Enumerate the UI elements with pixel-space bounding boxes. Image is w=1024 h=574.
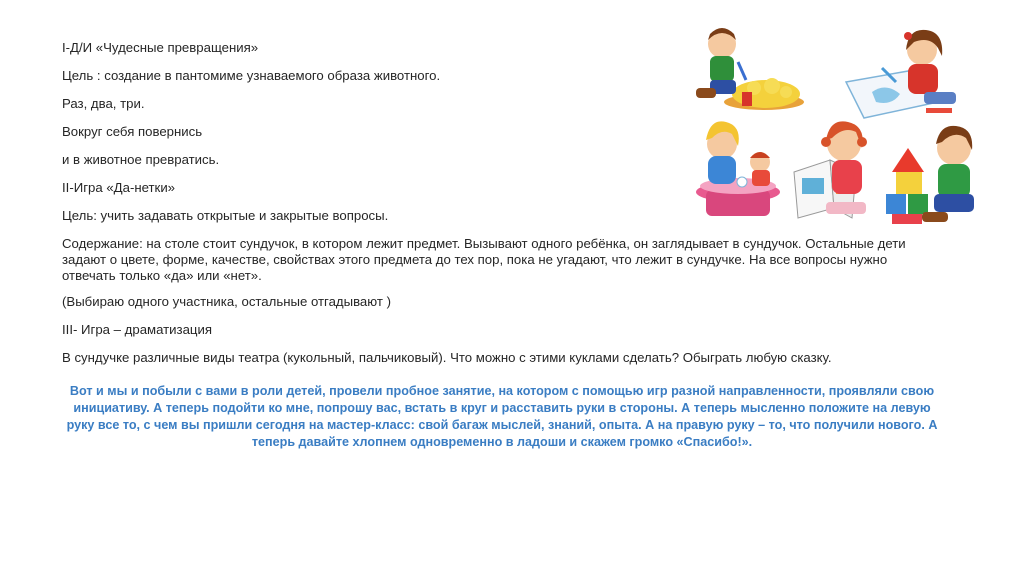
game-2-content: Содержание: на столе стоит сундучок, в котором лежит предмет. Вызывают одного ребёнка, он заглядывает в сундучок. Остальные дети задают о цвете, форме, качестве, свойствах этого предмета до тех пор, пока не угадают, что лежит в сундучке. На все вопросы нужно отвечать только «да» или «нет». bbox=[62, 236, 906, 283]
boy-blocks-figure bbox=[886, 126, 974, 224]
game-3-content: В сундучке различные виды театра (кукольный, пальчиковый). Что можно с этими куклами сделать? Обыграть любую сказку. bbox=[62, 350, 832, 365]
game-1-goal: Цель : создание в пантомиме узнаваемого образа животного. bbox=[62, 68, 441, 83]
girl-reading-figure bbox=[794, 121, 867, 218]
rhyme-line-1: Раз, два, три. bbox=[62, 96, 145, 111]
game-3-title: III- Игра – драматизация bbox=[62, 322, 212, 337]
girl-drawing-figure bbox=[846, 30, 956, 118]
closing-text: Вот и мы и побыли с вами в роли детей, провели пробное занятие, на котором с помощью игр разной направленности, проявляли свою инициативу. А теперь подойти ко мне, попрошу вас, встать в круг и расставить руки в стороны. А теперь мысленно положите на левую руку все то, с чем вы пришли сегодня на мастер-класс: свой багаж мыслей, знаний, опыта. А на правую руку – то, что получили нового. А теперь давайте хлопнем одновременно в ладоши и скажем громко «Спасибо!». bbox=[66, 384, 938, 449]
children-playing-illustration bbox=[686, 22, 982, 228]
girl-tea-party-figure bbox=[696, 121, 780, 216]
boy-sandbox-figure bbox=[696, 28, 804, 110]
game-2-goal: Цель: учить задавать открытые и закрытые вопросы. bbox=[62, 208, 389, 223]
game-1-title: I-Д/И «Чудесные превращения» bbox=[62, 40, 259, 55]
game-2-title: II-Игра «Да-нетки» bbox=[62, 180, 176, 195]
rhyme-line-3: и в животное превратись. bbox=[62, 152, 220, 167]
game-2-note: (Выбираю одного участника, остальные отгадывают ) bbox=[62, 294, 391, 309]
rhyme-line-2: Вокруг себя повернись bbox=[62, 124, 203, 139]
